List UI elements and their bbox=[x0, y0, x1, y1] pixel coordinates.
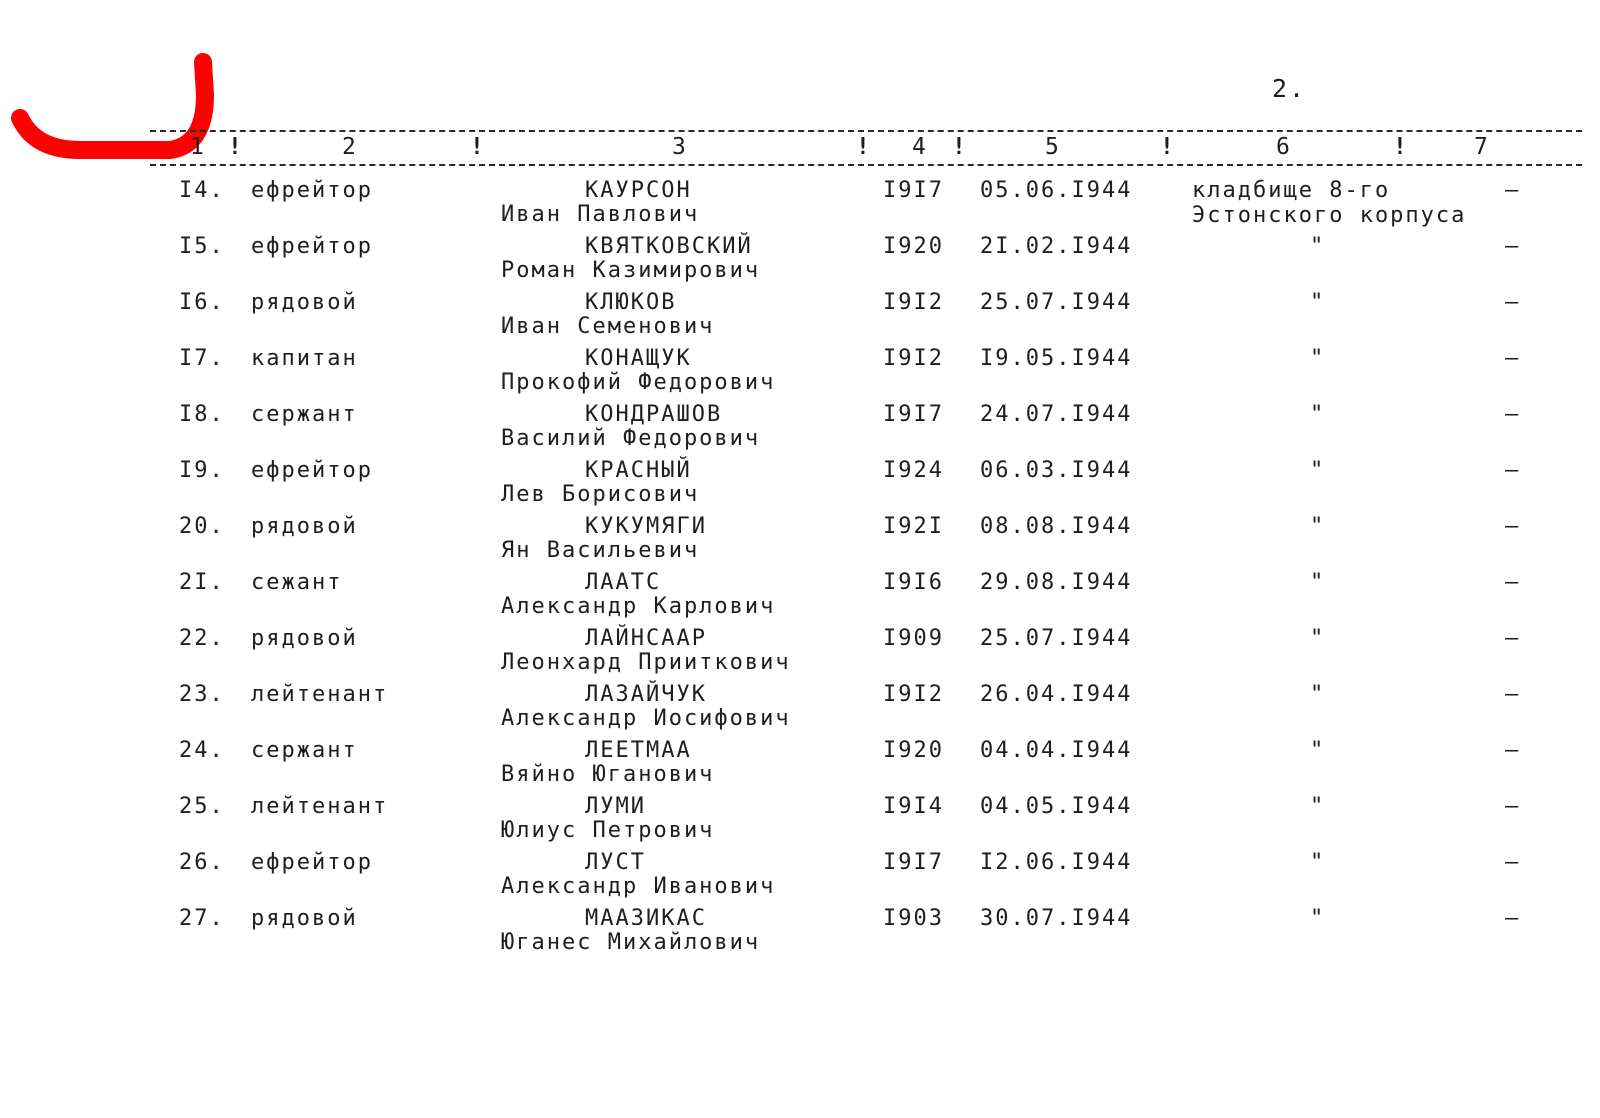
rank: ефрейтор bbox=[251, 850, 373, 875]
row-number: 27. bbox=[179, 906, 225, 931]
given-name: Прокофий Федорович bbox=[501, 370, 776, 395]
given-name: Василий Федорович bbox=[501, 426, 761, 451]
rank: капитан bbox=[251, 346, 358, 371]
row-number: I8. bbox=[179, 402, 225, 427]
table-row bbox=[0, 514, 1600, 570]
note: – bbox=[1505, 794, 1521, 819]
rank: рядовой bbox=[251, 514, 358, 539]
surname: ЛАЙНСААР bbox=[585, 626, 707, 651]
rank: рядовой bbox=[251, 906, 358, 931]
death-date: 04.05.I944 bbox=[980, 794, 1133, 819]
row-number: 26. bbox=[179, 850, 225, 875]
column-header-5: 5 bbox=[1045, 134, 1059, 160]
burial-place-ditto: " bbox=[1310, 794, 1326, 819]
burial-place-ditto: " bbox=[1310, 906, 1326, 931]
death-date: 30.07.I944 bbox=[980, 906, 1133, 931]
birth-year: I9I7 bbox=[883, 850, 944, 875]
note: – bbox=[1505, 290, 1521, 315]
birth-year: I9I6 bbox=[883, 570, 944, 595]
note: – bbox=[1505, 626, 1521, 651]
death-date: I9.05.I944 bbox=[980, 346, 1133, 371]
rank: сержант bbox=[251, 402, 358, 427]
surname: ЛУМИ bbox=[585, 794, 646, 819]
column-separator: ! bbox=[470, 134, 484, 160]
surname: КАУРСОН bbox=[585, 178, 692, 203]
given-name: Иван Семенович bbox=[501, 314, 715, 339]
rank: ефрейтор bbox=[251, 458, 373, 483]
rank: ефрейтор bbox=[251, 178, 373, 203]
surname: КЛЮКОВ bbox=[585, 290, 677, 315]
column-header-6: 6 bbox=[1276, 134, 1290, 160]
column-header-3: 3 bbox=[672, 134, 686, 160]
birth-year: I9I2 bbox=[883, 682, 944, 707]
burial-place-ditto: " bbox=[1310, 626, 1326, 651]
given-name: Юлиус Петрович bbox=[501, 818, 715, 843]
burial-place-line2: Эстонского корпуса bbox=[1192, 203, 1467, 228]
death-date: 05.06.I944 bbox=[980, 178, 1133, 203]
surname: КУКУМЯГИ bbox=[585, 514, 707, 539]
burial-place-ditto: " bbox=[1310, 402, 1326, 427]
column-header-1: 1 bbox=[190, 134, 204, 160]
burial-place-ditto: " bbox=[1310, 346, 1326, 371]
rank: ефрейтор bbox=[251, 234, 373, 259]
table-row bbox=[0, 850, 1600, 906]
surname: ЛААТС bbox=[585, 570, 662, 595]
birth-year: I903 bbox=[883, 906, 944, 931]
table-row bbox=[0, 738, 1600, 794]
surname: КОНДРАШОВ bbox=[585, 402, 723, 427]
death-date: 26.04.I944 bbox=[980, 682, 1133, 707]
note: – bbox=[1505, 682, 1521, 707]
row-number: I4. bbox=[179, 178, 225, 203]
row-number: I9. bbox=[179, 458, 225, 483]
burial-place-ditto: " bbox=[1310, 290, 1326, 315]
surname: ЛАЗАЙЧУК bbox=[585, 682, 707, 707]
table-row bbox=[0, 906, 1600, 962]
burial-place-ditto: " bbox=[1310, 514, 1326, 539]
column-header-2: 2 bbox=[342, 134, 356, 160]
death-date: 25.07.I944 bbox=[980, 290, 1133, 315]
note: – bbox=[1505, 570, 1521, 595]
table-row bbox=[0, 402, 1600, 458]
given-name: Вяйно Юганович bbox=[501, 762, 715, 787]
table-row bbox=[0, 458, 1600, 514]
birth-year: I920 bbox=[883, 234, 944, 259]
given-name: Леонхард Прииткович bbox=[501, 650, 791, 675]
row-number: 22. bbox=[179, 626, 225, 651]
surname: ЛЕЕТМАА bbox=[585, 738, 692, 763]
burial-place-ditto: " bbox=[1310, 458, 1326, 483]
birth-year: I9I7 bbox=[883, 402, 944, 427]
table-row bbox=[0, 626, 1600, 682]
table-row bbox=[0, 178, 1600, 234]
note: – bbox=[1505, 906, 1521, 931]
death-date: 04.04.I944 bbox=[980, 738, 1133, 763]
table-row bbox=[0, 682, 1600, 738]
given-name: Александр Карлович bbox=[501, 594, 776, 619]
note: – bbox=[1505, 402, 1521, 427]
note: – bbox=[1505, 514, 1521, 539]
row-number: 2I. bbox=[179, 570, 225, 595]
burial-place-ditto: " bbox=[1310, 570, 1326, 595]
death-date: 29.08.I944 bbox=[980, 570, 1133, 595]
birth-year: I9I2 bbox=[883, 290, 944, 315]
birth-year: I909 bbox=[883, 626, 944, 651]
table-row bbox=[0, 794, 1600, 850]
birth-year: I924 bbox=[883, 458, 944, 483]
column-separator: ! bbox=[952, 134, 966, 160]
surname: МААЗИКАС bbox=[585, 906, 707, 931]
birth-year: I92I bbox=[883, 514, 944, 539]
note: – bbox=[1505, 234, 1521, 259]
row-number: I5. bbox=[179, 234, 225, 259]
note: – bbox=[1505, 346, 1521, 371]
rank: сержант bbox=[251, 738, 358, 763]
red-check-mark bbox=[0, 0, 240, 180]
column-header-7: 7 bbox=[1474, 134, 1488, 160]
column-separator: ! bbox=[1160, 134, 1174, 160]
note: – bbox=[1505, 738, 1521, 763]
column-separator: ! bbox=[856, 134, 870, 160]
column-separator: ! bbox=[228, 134, 242, 160]
column-header-4: 4 bbox=[912, 134, 926, 160]
rank: лейтенант bbox=[251, 794, 389, 819]
death-date: 06.03.I944 bbox=[980, 458, 1133, 483]
birth-year: I9I7 bbox=[883, 178, 944, 203]
rank: лейтенант bbox=[251, 682, 389, 707]
given-name: Лев Борисович bbox=[501, 482, 700, 507]
death-date: I2.06.I944 bbox=[980, 850, 1133, 875]
birth-year: I920 bbox=[883, 738, 944, 763]
birth-year: I9I2 bbox=[883, 346, 944, 371]
rank: сежант bbox=[251, 570, 343, 595]
note: – bbox=[1505, 850, 1521, 875]
header-bottom-rule bbox=[150, 164, 1582, 166]
given-name: Роман Казимирович bbox=[501, 258, 761, 283]
given-name: Александр Иванович bbox=[501, 874, 776, 899]
burial-place-ditto: " bbox=[1310, 850, 1326, 875]
row-number: 20. bbox=[179, 514, 225, 539]
table-row bbox=[0, 570, 1600, 626]
surname: КРАСНЫЙ bbox=[585, 458, 692, 483]
rank: рядовой bbox=[251, 626, 358, 651]
burial-place-line1: кладбище 8-го bbox=[1192, 178, 1391, 203]
row-number: I7. bbox=[179, 346, 225, 371]
burial-place-ditto: " bbox=[1310, 682, 1326, 707]
row-number: 25. bbox=[179, 794, 225, 819]
burial-place-ditto: " bbox=[1310, 234, 1326, 259]
note: – bbox=[1505, 178, 1521, 203]
surname: КОНАЩУК bbox=[585, 346, 692, 371]
death-date: 08.08.I944 bbox=[980, 514, 1133, 539]
surname: КВЯТКОВСКИЙ bbox=[585, 234, 753, 259]
death-date: 2I.02.I944 bbox=[980, 234, 1133, 259]
table-row bbox=[0, 346, 1600, 402]
row-number: 23. bbox=[179, 682, 225, 707]
burial-place-ditto: " bbox=[1310, 738, 1326, 763]
column-separator: ! bbox=[1393, 134, 1407, 160]
given-name: Иван Павлович bbox=[501, 202, 700, 227]
death-date: 24.07.I944 bbox=[980, 402, 1133, 427]
given-name: Александр Иосифович bbox=[501, 706, 791, 731]
row-number: 24. bbox=[179, 738, 225, 763]
given-name: Ян Васильевич bbox=[501, 538, 700, 563]
birth-year: I9I4 bbox=[883, 794, 944, 819]
death-date: 25.07.I944 bbox=[980, 626, 1133, 651]
note: – bbox=[1505, 458, 1521, 483]
page-number: 2. bbox=[1272, 74, 1307, 103]
row-number: I6. bbox=[179, 290, 225, 315]
burial-place bbox=[1192, 178, 1466, 228]
header-top-rule bbox=[150, 130, 1582, 132]
table-row bbox=[0, 234, 1600, 290]
table-row bbox=[0, 290, 1600, 346]
rank: рядовой bbox=[251, 290, 358, 315]
surname: ЛУСТ bbox=[585, 850, 646, 875]
given-name: Юганес Михайлович bbox=[501, 930, 761, 955]
